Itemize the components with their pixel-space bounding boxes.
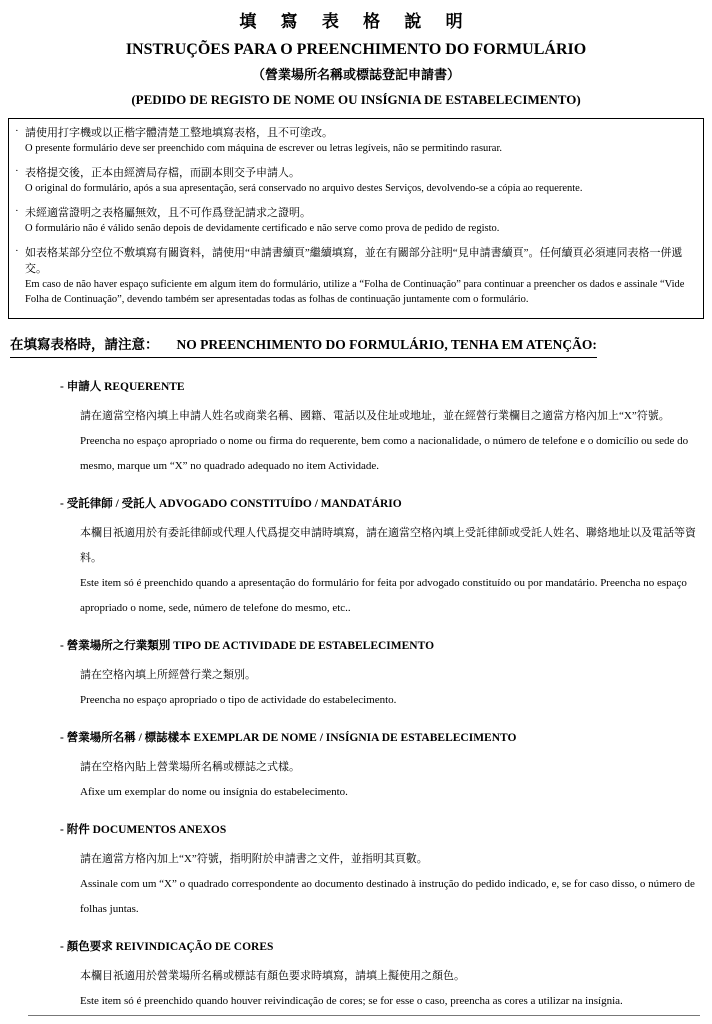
- section-body-zh: 本欄目祇適用於有委託律師或代理人代爲提交申請時填寫，請在適當空格內填上受託律師或受託人姓名、聯絡地址以及電話等資料。: [80, 527, 696, 564]
- note-item-2: [13, 165, 697, 196]
- section-body-pt: Este item só é preenchido quando a apresentação do formulário for feita por advogado constituído ou por mandatário. Preencha no espaço apropriado o nome, sede, número de telefone do mesmo, etc..: [80, 577, 687, 614]
- section-body-zh: 請在適當方格內加上“X”符號，指明附於申請書之文件，並指明其頁數。: [80, 853, 428, 865]
- section-title: - 附件 DOCUMENTOS ANEXOS: [60, 824, 227, 836]
- note-4-text-zh: 如表格某部分空位不敷填寫有關資料，請使用“申請書續頁”繼續填寫，並在有關部分註明“見申請書續頁”。任何續頁必須連同表格一併遞交。: [25, 247, 683, 275]
- section-title: - 受託律師 / 受託人 ADVOGADO CONSTITUÍDO / MANDATÁRIO: [60, 498, 402, 510]
- page-subtitle-portuguese: (PEDIDO DE REGISTO DE NOME OU INSÍGNIA DE ESTABELECIMENTO): [131, 92, 581, 107]
- note-1-text-pt: O presente formulário deve ser preenchido com máquina de escrever ou letras legíveis, não se permitindo rasurar.: [25, 143, 502, 154]
- section-documentos-anexos: [60, 823, 696, 922]
- section-body-zh: 本欄目祇適用於營業場所名稱或標誌有顏色要求時填寫，請填上擬使用之顏色。: [80, 970, 465, 982]
- attention-heading-underline: [10, 333, 597, 358]
- section-body-zh: 請在空格內貼上營業場所名稱或標誌之式樣。: [80, 761, 300, 773]
- section-body-pt: Afixe um exemplar do nome ou insígnia do estabelecimento.: [80, 786, 348, 798]
- attention-heading-zh: 在填寫表格時，請注意：: [10, 337, 159, 352]
- section-title: - 顏色要求 REIVINDICAÇÃO DE CORES: [60, 941, 274, 953]
- instruction-sections: [60, 380, 696, 1014]
- section-reivindicacao-cores: [60, 940, 696, 1014]
- section-tipo-actividade: [60, 639, 696, 713]
- section-body-zh: 請在空格內填上所經營行業之類別。: [80, 669, 256, 681]
- bullet-dot-icon: ·: [15, 245, 19, 257]
- section-title: - 營業場所之行業類別 TIPO DE ACTIVIDADE DE ESTABELECIMENTO: [60, 640, 435, 652]
- section-body-pt: Assinale com um “X” o quadrado correspondente ao documento destinado à instrução do pedido indicado, e, se for caso disso, o número de folhas juntas.: [80, 878, 695, 915]
- note-3-text-zh: 未經適當證明之表格屬無效，且不可作爲登記請求之證明。: [25, 207, 311, 219]
- section-exemplar-nome-insignia: [60, 731, 696, 805]
- note-3-text-pt: O formulário não é válido senão depois de devidamente certificado e não serve como prova de pedido de registo.: [25, 223, 500, 234]
- section-title: - 申請人 REQUERENTE: [60, 381, 185, 393]
- section-body-zh: 請在適當空格內填上申請人姓名或商業名稱、國籍、電話以及住址或地址，並在經營行業欄目之適當方格內加上“X”符號。: [80, 410, 670, 422]
- bullet-dot-icon: ·: [15, 205, 19, 217]
- attention-heading: [10, 333, 704, 358]
- section-body-pt: Preencha no espaço apropriado o tipo de actividade do estabelecimento.: [80, 694, 397, 706]
- attention-heading-pt: NO PREENCHIMENTO DO FORMULÁRIO, TENHA EM ATENÇÃO:: [176, 337, 597, 352]
- section-body-pt: Preencha no espaço apropriado o nome ou firma do requerente, bem como a nacionalidade, o número de telefone e o domicílio ou sede do mesmo, marque um “X” no quadrado adequado no item Actividade.: [80, 435, 689, 472]
- page-title-portuguese: INSTRUÇÕES PARA O PREENCHIMENTO DO FORMULÁRIO: [125, 41, 587, 58]
- page-subtitle-chinese: （營業場所名稱或標誌登記申請書）: [251, 67, 460, 82]
- note-item-1: [13, 125, 697, 156]
- section-requerente: [60, 380, 696, 479]
- page-bottom-scan-line: [28, 1015, 700, 1016]
- bullet-dot-icon: ·: [15, 165, 19, 177]
- note-2-text-zh: 表格提交後，正本由經濟局存檔，而副本則交予申請人。: [25, 167, 300, 179]
- note-2-text-pt: O original do formulário, após a sua apresentação, será conservado no arquivo destes Serviços, devolvendo-se a cópia ao requerente.: [25, 183, 583, 194]
- note-item-4: [13, 245, 697, 307]
- note-1-text-zh: 請使用打字機或以正楷字體清楚工整地填寫表格，且不可塗改。: [25, 127, 333, 139]
- page-title-chinese: 填 寫 表 格 說 明: [239, 12, 473, 31]
- general-notes-box: [8, 118, 704, 319]
- section-body-pt: Este item só é preenchido quando houver reivindicação de cores; se for esse o caso, preencha as cores a utilizar na insígnia.: [80, 995, 623, 1007]
- bullet-dot-icon: ·: [15, 125, 19, 137]
- note-item-3: [13, 205, 697, 236]
- section-advogado-mandatario: [60, 497, 696, 621]
- note-4-text-pt: Em caso de não haver espaço suficiente em algum item do formulário, utilize a “Folha de Continuação” para continuar a preencher os dados e assinale “Vide Folha de Continuação”, devendo também ser apresentadas todas as folhas de continuação juntamente com o formulário.: [25, 279, 685, 305]
- section-title: - 營業場所名稱 / 標誌樣本 EXEMPLAR DE NOME / INSÍGNIA DE ESTABELECIMENTO: [60, 732, 517, 744]
